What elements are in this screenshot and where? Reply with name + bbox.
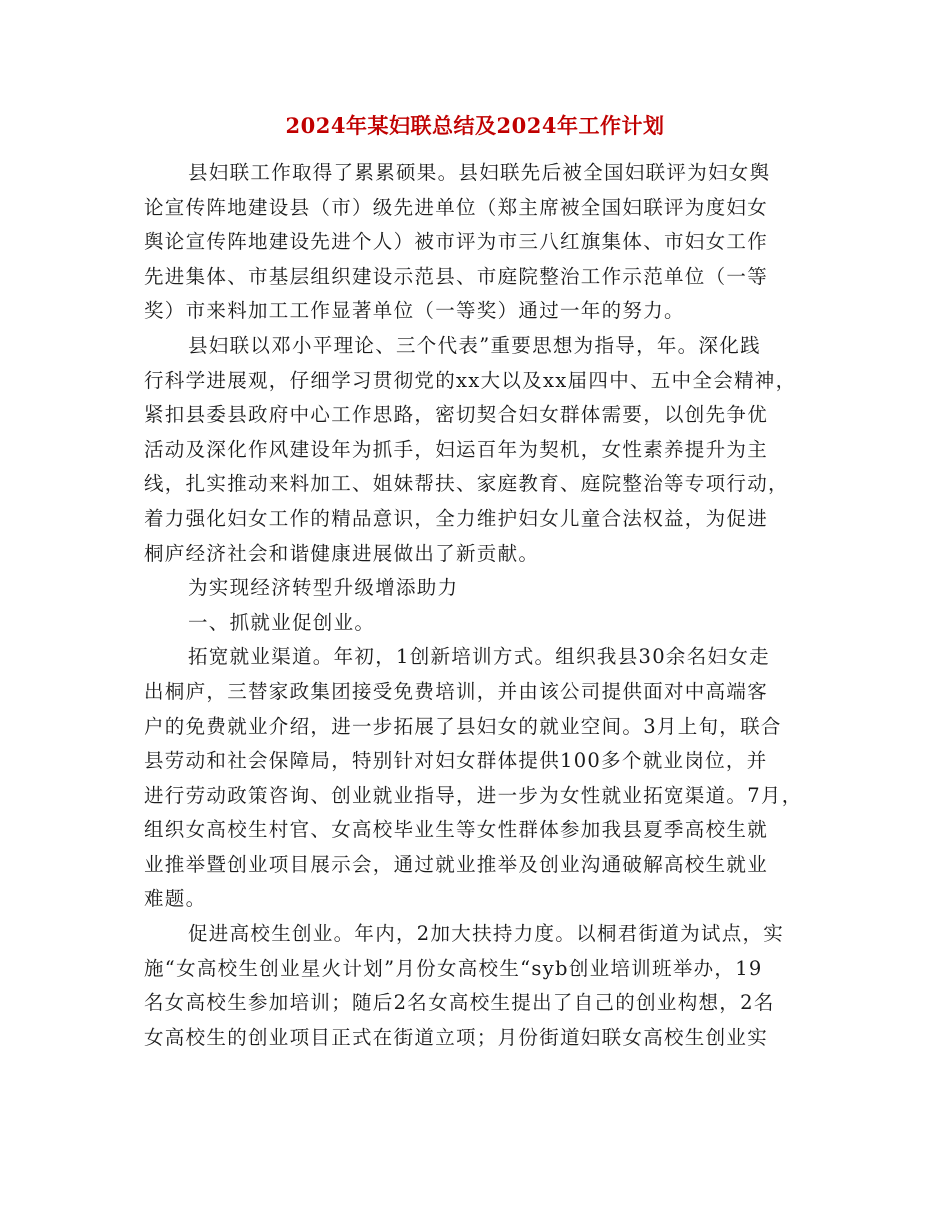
section-heading: 一、抓就业促创业。: [188, 610, 376, 634]
document-title: 2024年某妇联总结及2024年工作计划: [285, 113, 665, 138]
paragraph-line: 施“女高校生创业星火计划”月份女高校生“syb创业培训班举办，19: [144, 956, 763, 980]
paragraph-line: 县妇联以邓小平理论、三个代表”重要思想为指导，年。深化践: [188, 333, 761, 357]
paragraph-line: 促进高校生创业。年内，2加大扶持力度。以桐君街道为试点，实: [188, 922, 785, 946]
paragraph-line: 先进集体、市基层组织建设示范县、市庭院整治工作示范单位（一等: [144, 264, 769, 288]
paragraph-line: 着力强化妇女工作的精品意识，全力维护妇女儿童合法权益，为促进: [144, 506, 769, 530]
paragraph-line: 活动及深化作风建设年为抓手，妇运百年为契机，女性素养提升为主: [144, 437, 769, 461]
paragraph-line: 女高校生的创业项目正式在街道立项；月份街道妇联女高校生创业实: [144, 1025, 769, 1049]
paragraph-line: 出桐庐，三替家政集团接受免费培训，并由该公司提供面对中高端客: [144, 679, 769, 703]
document-body: [144, 156, 834, 1055]
paragraph-line: 名女高校生参加培训；随后2名女高校生提出了自己的创业构想，2名: [144, 991, 775, 1015]
paragraph-line: 桐庐经济社会和谐健康进展做出了新贡献。: [144, 541, 540, 565]
paragraph-line: 论宣传阵地建设县（市）级先进单位（郑主席被全国妇联评为度妇女: [144, 195, 769, 219]
paragraph-line: 进行劳动政策咨询、创业就业指导，进一步为女性就业拓宽渠道。7月，: [144, 783, 803, 807]
paragraph-line: 难题。: [144, 887, 207, 911]
paragraph-line: 业推举暨创业项目展示会，通过就业推举及创业沟通破解高校生就业: [144, 852, 769, 876]
paragraph-line: 奖）市来料加工工作显著单位（一等奖）通过一年的努力。: [144, 299, 685, 323]
section-heading: 为实现经济转型升级增添助力: [188, 576, 459, 600]
paragraph-line: 拓宽就业渠道。年初，1创新培训方式。组织我县30余名妇女走: [188, 645, 770, 669]
paragraph-line: 行科学进展观，仔细学习贯彻党的xx大以及xx届四中、五中全会精神，: [144, 368, 797, 392]
paragraph-line: 舆论宣传阵地建设先进个人）被市评为市三八红旗集体、市妇女工作: [144, 230, 769, 254]
paragraph-line: 紧扣县委县政府中心工作思路，密切契合妇女群体需要，以创先争优: [144, 403, 769, 427]
paragraph-line: 户的免费就业介绍，进一步拓展了县妇女的就业空间。3月上旬，联合: [144, 714, 782, 738]
paragraph-line: 县妇联工作取得了累累硕果。县妇联先后被全国妇联评为妇女舆: [188, 161, 771, 184]
paragraph-line: 组织女高校生村官、女高校毕业生等女性群体参加我县夏季高校生就: [144, 818, 769, 842]
paragraph-line: 县劳动和社会保障局，特别针对妇女群体提供100多个就业岗位，并: [144, 749, 768, 773]
paragraph-line: 线，扎实推动来料加工、姐妹帮扶、家庭教育、庭院整治等专项行动，: [144, 472, 789, 496]
